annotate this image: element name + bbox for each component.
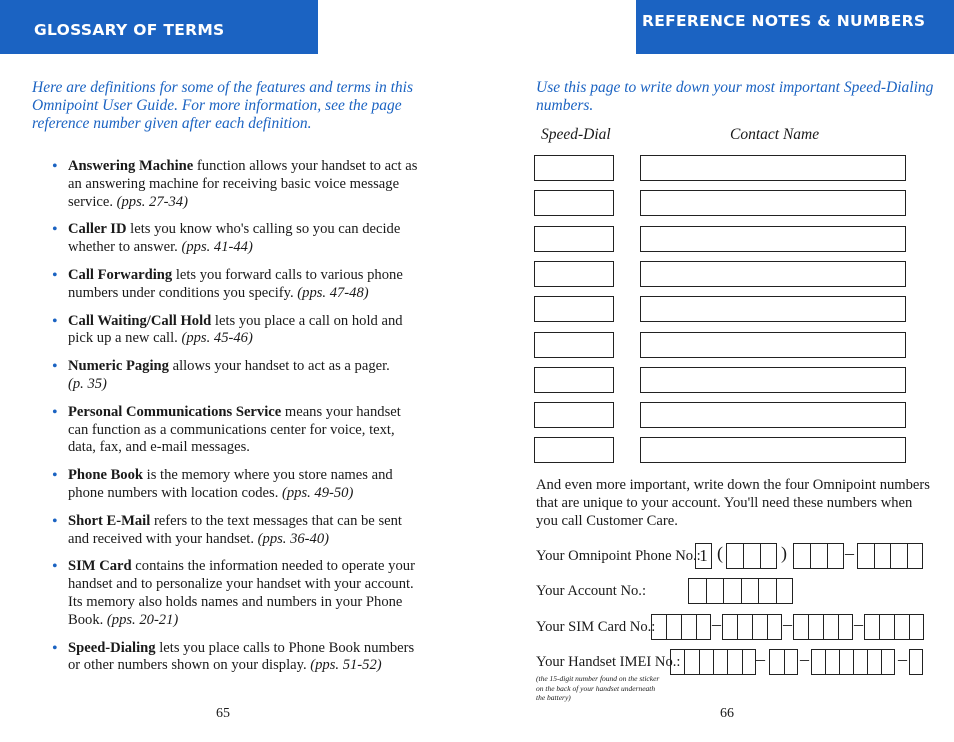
digit-cell[interactable] [907, 543, 924, 569]
term-definition: lets you know who's calling so you can decide whether to answer. [68, 221, 401, 256]
term-definition: means your handset can function as a communications center for voice, text, data, fax, and e-mail messages. [68, 403, 401, 456]
digit-cell[interactable] [838, 614, 853, 640]
speed-dial-box[interactable] [534, 296, 614, 322]
digit-cell[interactable] [767, 614, 782, 640]
digit-cell[interactable] [890, 543, 908, 569]
imei-number-label: Your Handset IMEI No.: [536, 654, 681, 670]
contact-name-box[interactable] [640, 190, 906, 216]
glossary-item [50, 158, 422, 211]
term-definition: allows your handset to act as a pager. [168, 358, 390, 375]
phone-number-label: Your Omnipoint Phone No.: [536, 548, 701, 564]
digit-cell[interactable] [666, 614, 682, 640]
digit-cell[interactable] [681, 614, 697, 640]
term-definition: function allows your handset to act as an answering machine for receiving basic voice message service. [68, 158, 418, 210]
digit-cell[interactable] [784, 649, 799, 675]
digit-cell[interactable] [811, 649, 826, 675]
digit-cell[interactable] [808, 614, 824, 640]
glossary-item [50, 640, 422, 676]
bullet-icon: • [52, 358, 58, 376]
digit-cell[interactable] [741, 578, 760, 604]
term-name: Call Forwarding [68, 266, 173, 283]
speed-dial-header: Speed-Dial [541, 126, 611, 143]
digit-cell[interactable] [827, 543, 844, 569]
digit-cell[interactable] [696, 614, 711, 640]
digit-cell[interactable] [839, 649, 854, 675]
bullet-icon: • [52, 312, 58, 330]
speed-dial-box[interactable] [534, 155, 614, 181]
term-definition: is the memory where you store names and phone numbers with location codes. [68, 467, 393, 501]
contact-name-box[interactable] [640, 226, 906, 252]
bullet-icon: • [52, 558, 58, 576]
dash-separator: – [783, 614, 792, 634]
speed-dial-box[interactable] [534, 226, 614, 252]
term-name: Phone Book [68, 467, 144, 484]
glossary-item [50, 513, 422, 549]
reference-intro: Use this page to write down your most important Speed-Dialing numbers. [536, 79, 934, 114]
dash-separator: – [800, 649, 809, 669]
digit-cell[interactable] [874, 543, 892, 569]
contact-name-box[interactable] [640, 402, 906, 428]
speed-dial-box[interactable] [534, 190, 614, 216]
digit-cell[interactable] [670, 649, 685, 675]
bullet-icon: • [52, 158, 58, 175]
glossary-item [50, 267, 422, 303]
term-name: Answering Machine [68, 158, 194, 174]
term-name: Speed-Dialing [68, 639, 156, 656]
bullet-icon: • [52, 403, 58, 421]
term-page-ref: (pps. 49-50) [282, 484, 354, 501]
glossary-item [50, 558, 422, 629]
digit-cell[interactable] [823, 614, 839, 640]
dash-separator: – [712, 614, 721, 634]
term-definition: lets you place a call on hold and pick up a new call. [68, 312, 403, 347]
phone-prefix-cell: 1 [695, 543, 712, 569]
bullet-icon: • [52, 639, 58, 657]
reference-banner [636, 0, 954, 54]
bullet-icon: • [52, 266, 58, 284]
digit-cell[interactable] [793, 614, 809, 640]
glossary-item [50, 221, 422, 257]
glossary-list [50, 158, 422, 685]
term-name: SIM Card [68, 558, 132, 575]
digit-cell[interactable] [727, 649, 742, 675]
contact-name-box[interactable] [640, 332, 906, 358]
glossary-item [50, 404, 422, 457]
term-definition: lets you forward calls to various phone numbers under conditions you specify. [68, 266, 403, 301]
speed-dial-box[interactable] [534, 332, 614, 358]
digit-cell[interactable] [909, 649, 923, 675]
contact-name-box[interactable] [640, 367, 906, 393]
digit-cell[interactable] [810, 543, 828, 569]
dash-separator: – [756, 649, 765, 669]
glossary-title: GLOSSARY OF TERMS [34, 21, 225, 39]
account-number-label: Your Account No.: [536, 583, 647, 599]
digit-cell[interactable] [713, 649, 728, 675]
imei-footnote: (the 15-digit number found on the sticker on the back of your handset underneath the battery) [536, 674, 660, 702]
area-code-open-paren: ( [717, 543, 723, 563]
digit-cell[interactable] [793, 543, 811, 569]
speed-dial-box[interactable] [534, 367, 614, 393]
glossary-item [50, 467, 422, 503]
digit-cell[interactable] [706, 578, 725, 604]
digit-cell[interactable] [769, 649, 785, 675]
term-page-ref: (pps. 27-34) [116, 193, 188, 210]
bullet-icon: • [52, 512, 58, 530]
digit-cell[interactable] [867, 649, 882, 675]
area-code-close-paren: ) [781, 543, 787, 563]
speed-dial-box[interactable] [534, 402, 614, 428]
speed-dial-box[interactable] [534, 437, 614, 463]
digit-cell[interactable] [742, 649, 756, 675]
account-numbers-paragraph: And even more important, write down the four Omnipoint numbers that are unique to your account. You'll need these numbers when you call Customer Care. [536, 477, 930, 529]
term-definition: refers to the text messages that can be sent and received with your handset. [68, 512, 402, 547]
glossary-item [50, 313, 422, 349]
term-page-ref: (pps. 47-48) [297, 284, 369, 301]
contact-name-box[interactable] [640, 155, 906, 181]
digit-cell[interactable] [776, 578, 794, 604]
term-name: Caller ID [68, 221, 127, 238]
digit-cell[interactable] [726, 543, 744, 569]
bullet-icon: • [52, 221, 58, 239]
term-page-ref: (pps. 51-52) [310, 657, 382, 674]
digit-cell[interactable] [737, 614, 753, 640]
digit-cell[interactable] [688, 578, 707, 604]
digit-cell[interactable] [722, 614, 738, 640]
contact-name-header: Contact Name [730, 126, 820, 143]
digit-cell[interactable] [723, 578, 742, 604]
glossary-item [50, 358, 422, 394]
dash-separator: – [845, 543, 854, 563]
term-name: Numeric Paging [68, 358, 169, 375]
glossary-banner [0, 0, 318, 54]
dash-separator: – [898, 649, 907, 669]
bullet-icon: • [52, 467, 58, 485]
digit-cell[interactable] [894, 614, 910, 640]
digit-cell[interactable] [879, 614, 895, 640]
page-number-right: 66 [720, 706, 734, 721]
digit-cell[interactable] [752, 614, 768, 640]
contact-name-box[interactable] [640, 437, 906, 463]
digit-cell[interactable] [864, 614, 880, 640]
term-page-ref: (pps. 41-44) [181, 239, 253, 256]
term-name: Call Waiting/Call Hold [68, 312, 212, 329]
term-name: Personal Communications Service [68, 403, 282, 420]
term-page-ref: (pps. 36-40) [257, 530, 329, 547]
glossary-intro: Here are definitions for some of the features and terms in this Omnipoint User Guide. For more information, see the page reference number given after each definition. [32, 79, 414, 132]
dash-separator: – [854, 614, 863, 634]
term-page-ref: (pps. 20-21) [106, 611, 179, 628]
contact-name-box[interactable] [640, 296, 906, 322]
contact-name-box[interactable] [640, 261, 906, 287]
digit-cell[interactable] [758, 578, 777, 604]
digit-cell[interactable] [743, 543, 761, 569]
term-definition: contains the information needed to operate your handset and to personalize your handset with your account. Its memory also holds names and numbers in your Phone Book. [68, 558, 415, 628]
page-number-left: 65 [216, 706, 230, 721]
term-page-ref: (pps. 45-46) [181, 330, 253, 347]
reference-title: REFERENCE NOTES & NUMBERS [642, 12, 926, 30]
digit-cell[interactable] [857, 543, 875, 569]
speed-dial-box[interactable] [534, 261, 614, 287]
digit-cell[interactable] [684, 649, 699, 675]
digit-cell[interactable] [699, 649, 714, 675]
term-name: Short E-Mail [68, 512, 151, 529]
sim-card-number-label: Your SIM Card No.: [536, 619, 656, 635]
digit-cell[interactable] [760, 543, 777, 569]
term-definition: lets you place calls to Phone Book numbers or other numbers shown on your display. [68, 639, 415, 674]
digit-cell[interactable] [853, 649, 868, 675]
digit-cell[interactable] [909, 614, 924, 640]
digit-cell[interactable] [825, 649, 840, 675]
term-page-ref: (p. 35) [68, 375, 107, 392]
digit-cell[interactable] [651, 614, 667, 640]
digit-cell[interactable] [881, 649, 895, 675]
